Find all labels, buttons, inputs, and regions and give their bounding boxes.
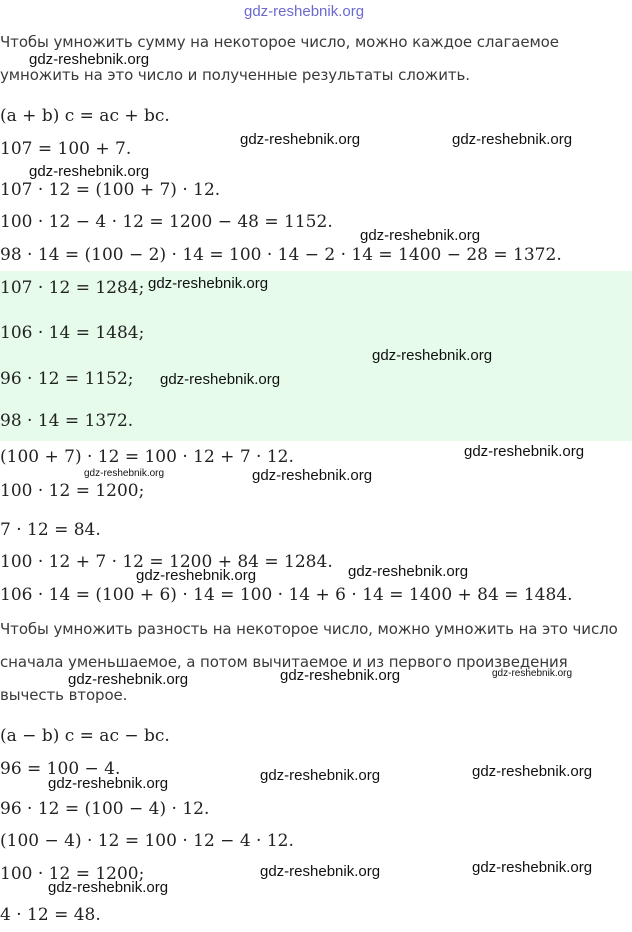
watermark-text: gdz-reshebnik.org: [136, 567, 257, 584]
work-line: 100 · 12 + 7 · 12 = 1200 + 84 = 1284.: [0, 552, 333, 572]
watermark-text: gdz-reshebnik.org: [240, 131, 361, 148]
work-line: 98 · 14 = (100 − 2) · 14 = 100 · 14 − 2 · 14 = 1400 − 28 = 1372.: [0, 245, 562, 265]
watermark-text: gdz-reshebnik.org: [48, 775, 169, 792]
watermark-text: gdz-reshebnik.org: [348, 563, 469, 580]
watermark-text: gdz-reshebnik.org: [472, 859, 593, 876]
watermark-text: gdz-reshebnik.org: [29, 51, 150, 68]
watermark-text: gdz-reshebnik.org: [148, 275, 269, 292]
watermark-text: gdz-reshebnik.org: [492, 668, 573, 679]
watermark-text: gdz-reshebnik.org: [160, 371, 281, 388]
work-line: 106 · 14 = (100 + 6) · 14 = 100 · 14 + 6 · 14 = 1400 + 84 = 1484.: [0, 585, 573, 605]
work-line: 107 · 12 = (100 + 7) · 12.: [0, 180, 221, 200]
work-line: (100 + 7) · 12 = 100 · 12 + 7 · 12.: [0, 447, 294, 467]
watermark-text: gdz-reshebnik.org: [252, 467, 373, 484]
watermark-text: gdz-reshebnik.org: [48, 879, 169, 896]
watermark-text: gdz-reshebnik.org: [464, 443, 585, 460]
intro-sum-line-2: умножить на это число и полученные результаты сложить.: [0, 66, 470, 84]
watermark-text: gdz-reshebnik.org: [244, 3, 365, 20]
intro-diff-line-1: Чтобы умножить разность на некоторое число, можно умножить на это число: [0, 620, 618, 638]
watermark-text: gdz-reshebnik.org: [372, 347, 493, 364]
intro-sum-line-1: Чтобы умножить сумму на некоторое число, можно каждое слагаемое: [0, 33, 559, 51]
watermark-text: gdz-reshebnik.org: [360, 227, 481, 244]
work-line: 7 · 12 = 84.: [0, 520, 101, 540]
rule-diff-formula: (a − b) c = ac − bc.: [0, 726, 170, 746]
answer-line: 98 · 14 = 1372.: [0, 411, 134, 431]
answer-line: 96 · 12 = 1152;: [0, 369, 134, 389]
watermark-text: gdz-reshebnik.org: [68, 671, 189, 688]
work-line: 4 · 12 = 48.: [0, 905, 101, 925]
rule-sum-formula: (a + b) c = ac + bc.: [0, 106, 170, 126]
watermark-text: gdz-reshebnik.org: [29, 163, 150, 180]
answer-line: 107 · 12 = 1284;: [0, 278, 145, 298]
work-line: 96 · 12 = (100 − 4) · 12.: [0, 799, 210, 819]
work-line: 96 = 100 − 4.: [0, 759, 121, 779]
watermark-text: gdz-reshebnik.org: [280, 667, 401, 684]
watermark-text: gdz-reshebnik.org: [260, 863, 381, 880]
work-line: 100 · 12 − 4 · 12 = 1200 − 48 = 1152.: [0, 212, 333, 232]
watermark-text: gdz-reshebnik.org: [452, 131, 573, 148]
work-line: 100 · 12 = 1200;: [0, 864, 145, 884]
answer-line: 106 · 14 = 1484;: [0, 323, 145, 343]
watermark-text: gdz-reshebnik.org: [472, 763, 593, 780]
work-line: 100 · 12 = 1200;: [0, 481, 145, 501]
watermark-text: gdz-reshebnik.org: [84, 468, 165, 479]
intro-diff-line-2: сначала уменьшаемое, а потом вычитаемое и из первого произведения: [0, 653, 568, 671]
intro-diff-line-3: вычесть второе.: [0, 686, 128, 704]
work-line: (100 − 4) · 12 = 100 · 12 − 4 · 12.: [0, 831, 294, 851]
work-line: 107 = 100 + 7.: [0, 139, 132, 159]
watermark-text: gdz-reshebnik.org: [260, 767, 381, 784]
